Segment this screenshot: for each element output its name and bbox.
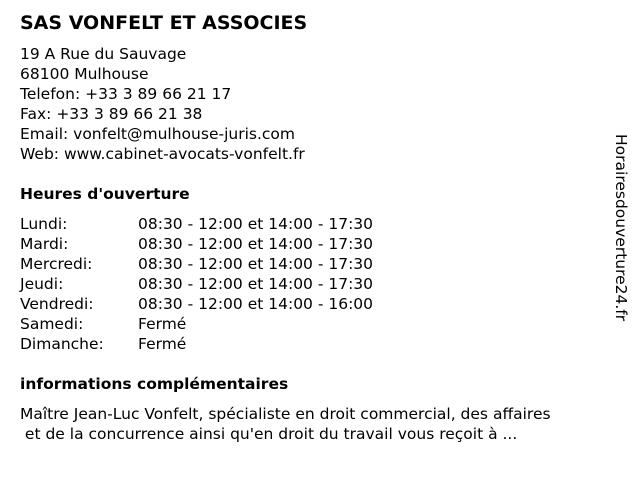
city-address: 68100 Mulhouse bbox=[20, 65, 149, 83]
fax-number: Fax: +33 3 89 66 21 38 bbox=[20, 105, 203, 123]
hours-value: 08:30 - 12:00 et 14:00 - 17:30 bbox=[138, 215, 374, 233]
day-label: Vendredi: bbox=[20, 295, 94, 313]
hours-value: 08:30 - 12:00 et 14:00 - 17:30 bbox=[138, 255, 374, 273]
hours-value: 08:30 - 12:00 et 14:00 - 17:30 bbox=[138, 235, 374, 253]
day-label: Samedi: bbox=[20, 315, 84, 333]
hours-value: Fermé bbox=[138, 315, 187, 333]
additional-info-heading: informations complémentaires bbox=[20, 375, 289, 393]
email-address: Email: vonfelt@mulhouse-juris.com bbox=[20, 125, 295, 143]
website: Web: www.cabinet-avocats-vonfelt.fr bbox=[20, 145, 305, 163]
day-label: Mercredi: bbox=[20, 255, 93, 273]
opening-hours-heading: Heures d'ouverture bbox=[20, 185, 190, 203]
hours-value: 08:30 - 12:00 et 14:00 - 17:30 bbox=[138, 275, 374, 293]
hours-value: 08:30 - 12:00 et 14:00 - 16:00 bbox=[138, 295, 374, 313]
additional-info-line-2: et de la concurrence ainsi qu'en droit du travail vous reçoit à ... bbox=[20, 425, 518, 443]
additional-info-line-1: Maître Jean-Luc Vonfelt, spécialiste en droit commercial, des affaires bbox=[20, 405, 551, 423]
phone-number: Telefon: +33 3 89 66 21 17 bbox=[20, 85, 232, 103]
street-address: 19 A Rue du Sauvage bbox=[20, 45, 187, 63]
company-name: SAS VONFELT ET ASSOCIES bbox=[20, 12, 308, 34]
day-label: Mardi: bbox=[20, 235, 69, 253]
day-label: Dimanche: bbox=[20, 335, 104, 353]
site-watermark: Horairesdouverture24.fr bbox=[612, 134, 630, 322]
day-label: Jeudi: bbox=[20, 275, 64, 293]
hours-value: Fermé bbox=[138, 335, 187, 353]
day-label: Lundi: bbox=[20, 215, 68, 233]
